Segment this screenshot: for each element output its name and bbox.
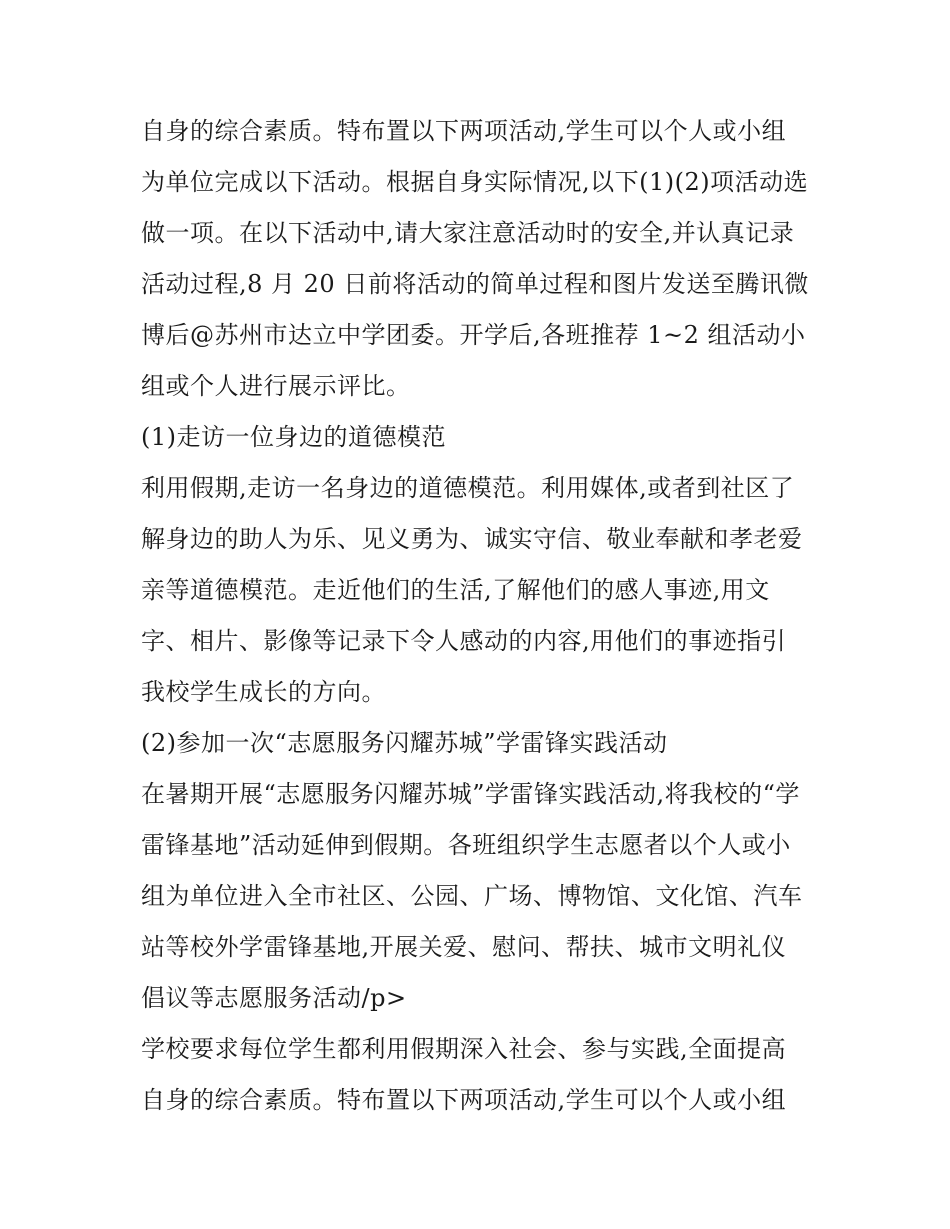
text-line: 字、相片、影像等记录下令人感动的内容,用他们的事迹指引 — [141, 627, 787, 655]
section-heading-2: (2)参加一次“志愿服务闪耀苏城”学雷锋实践活动 — [141, 729, 668, 757]
text-line: 自身的综合素质。特布置以下两项活动,学生可以个人或小组 — [141, 1086, 787, 1114]
text-line: 亲等道德模范。走近他们的生活,了解他们的感人事迹,用文 — [141, 576, 770, 604]
text-line: 利用假期,走访一名身边的道德模范。利用媒体,或者到社区了 — [141, 474, 795, 502]
text-line: 我校学生成长的方向。 — [141, 678, 386, 706]
text-line: 站等校外学雷锋基地,开展关爱、慰问、帮扶、城市文明礼仪 — [141, 933, 787, 961]
text-line: 雷锋基地”活动延伸到假期。各班组织学生志愿者以个人或小 — [141, 831, 791, 859]
document-body — [141, 106, 831, 1126]
text-line: 做一项。在以下活动中,请大家注意活动时的安全,并认真记录 — [141, 219, 795, 247]
text-line: 组为单位进入全市社区、公园、广场、博物馆、文化馆、汽车 — [141, 882, 803, 910]
text-line: 自身的综合素质。特布置以下两项活动,学生可以个人或小组 — [141, 117, 787, 145]
text-line: 学校要求每位学生都利用假期深入社会、参与实践,全面提高 — [141, 1035, 787, 1063]
section-heading-1: (1)走访一位身边的道德模范 — [141, 423, 446, 451]
text-line: 组或个人进行展示评比。 — [141, 372, 411, 400]
text-line: 为单位完成以下活动。根据自身实际情况,以下(1)(2)项活动选 — [141, 168, 809, 196]
text-line: 博后@苏州市达立中学团委。开学后,各班推荐 1~2 组活动小 — [141, 321, 806, 349]
text-line: 在暑期开展“志愿服务闪耀苏城”学雷锋实践活动,将我校的“学 — [141, 780, 800, 808]
text-line: 解身边的助人为乐、见义勇为、诚实守信、敬业奉献和孝老爱 — [141, 525, 803, 553]
text-line: 活动过程,8 月 20 日前将活动的简单过程和图片发送至腾讯微 — [141, 270, 809, 298]
text-line: 倡议等志愿服务活动/p> — [141, 984, 407, 1012]
